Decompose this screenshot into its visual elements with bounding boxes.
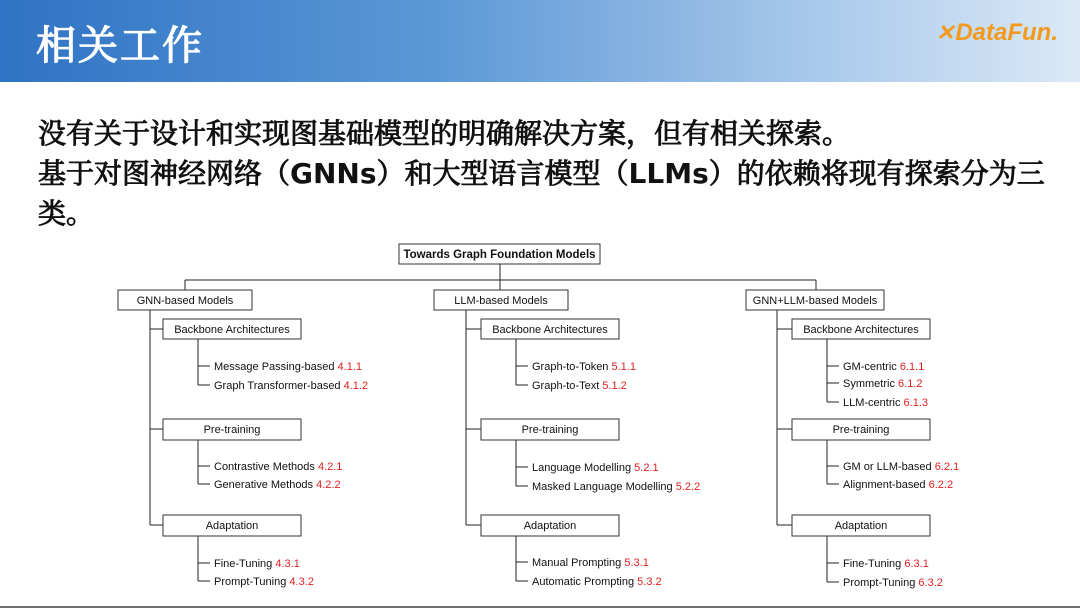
leaf-item: Prompt-Tuning 4.3.2 — [214, 576, 314, 588]
section-ref: 5.2.1 — [634, 462, 659, 474]
group-node — [481, 515, 619, 536]
leaf-item: Graph-to-Text 5.1.2 — [532, 380, 627, 392]
leaf-item: GM or LLM-based 6.2.1 — [843, 461, 960, 473]
group-label: Backbone Architectures — [492, 324, 608, 336]
leaf-item: Manual Prompting 5.3.1 — [532, 557, 649, 569]
leaf-item: Automatic Prompting 5.3.2 — [532, 576, 662, 588]
section-ref: 4.2.2 — [316, 479, 341, 491]
section-ref: 5.1.2 — [602, 380, 627, 392]
section-ref: 4.1.2 — [343, 380, 369, 392]
section-ref: 6.2.1 — [934, 461, 960, 473]
slide-title: 相关工作 — [36, 23, 204, 69]
section-ref: 4.3.1 — [275, 558, 300, 570]
body-line-2: 基于对图神经网络（GNNs）和大型语言模型（LLMs）的依赖将现有探索分为三类。 — [38, 157, 1045, 230]
group-node — [163, 515, 301, 536]
section-ref: 5.2.2 — [675, 481, 701, 493]
column-label: LLM-based Models — [454, 295, 548, 307]
section-ref: 6.1.1 — [899, 361, 925, 373]
section-ref: 6.2.2 — [928, 479, 954, 491]
group-node — [163, 419, 301, 440]
group-node — [481, 419, 619, 440]
leaf-item: GM-centric 6.1.1 — [843, 361, 925, 373]
group-label: Pre-training — [832, 424, 890, 436]
section-ref: 4.3.2 — [289, 576, 314, 588]
section-ref: 4.1.1 — [337, 361, 362, 373]
leaf-item: Generative Methods 4.2.2 — [214, 479, 341, 491]
leaf-item: Contrastive Methods 4.2.1 — [214, 461, 343, 473]
body-line-1: 没有关于设计和实现图基础模型的明确解决方案，但有相关探索。 — [38, 117, 851, 150]
group-label: Pre-training — [521, 424, 579, 436]
leaf-item: Symmetric 6.1.2 — [843, 378, 923, 390]
column-label: GNN-based Models — [136, 295, 234, 307]
leaf-item: Masked Language Modelling 5.2.2 — [532, 481, 701, 493]
leaf-item: Graph-to-Token 5.1.1 — [532, 361, 636, 373]
group-node — [792, 515, 930, 536]
logo-text: DataFun. — [955, 19, 1058, 46]
group-node — [792, 419, 930, 440]
leaf-item: Fine-Tuning 6.3.1 — [843, 558, 929, 570]
section-ref: 4.2.1 — [317, 461, 343, 473]
group-label: Adaptation — [205, 520, 259, 532]
section-ref: 6.1.2 — [898, 378, 923, 390]
group-node — [163, 319, 301, 339]
logo-swoosh-icon: ✕ — [935, 20, 955, 45]
column-node-llm — [434, 290, 568, 310]
group-label: Adaptation — [834, 520, 888, 532]
leaf-item: Fine-Tuning 4.3.1 — [214, 558, 300, 570]
group-label: Backbone Architectures — [803, 324, 919, 336]
group-label: Backbone Architectures — [174, 324, 290, 336]
group-node — [481, 319, 619, 339]
root-node — [399, 244, 600, 264]
group-label: Adaptation — [523, 520, 577, 532]
column-label: GNN+LLM-based Models — [752, 295, 878, 307]
column-node-gnn — [118, 290, 252, 310]
leaf-item: Language Modelling 5.2.1 — [532, 462, 659, 474]
column-node-gnn-llm — [746, 290, 884, 310]
section-ref: 5.1.1 — [611, 361, 636, 373]
section-ref: 6.3.2 — [918, 577, 943, 589]
leaf-item: Alignment-based 6.2.2 — [843, 479, 954, 491]
group-label: Pre-training — [203, 424, 261, 436]
section-ref: 5.3.2 — [637, 576, 662, 588]
leaf-item: Graph Transformer-based 4.1.2 — [214, 380, 369, 392]
leaf-item: Message Passing-based 4.1.1 — [214, 361, 362, 373]
section-ref: 5.3.1 — [624, 557, 649, 569]
root-label: Towards Graph Foundation Models — [403, 249, 596, 261]
section-ref: 6.1.3 — [903, 397, 928, 409]
leaf-item: Prompt-Tuning 6.3.2 — [843, 577, 943, 589]
leaf-item: LLM-centric 6.1.3 — [843, 397, 928, 409]
group-node — [792, 319, 930, 339]
section-ref: 6.3.1 — [904, 558, 929, 570]
